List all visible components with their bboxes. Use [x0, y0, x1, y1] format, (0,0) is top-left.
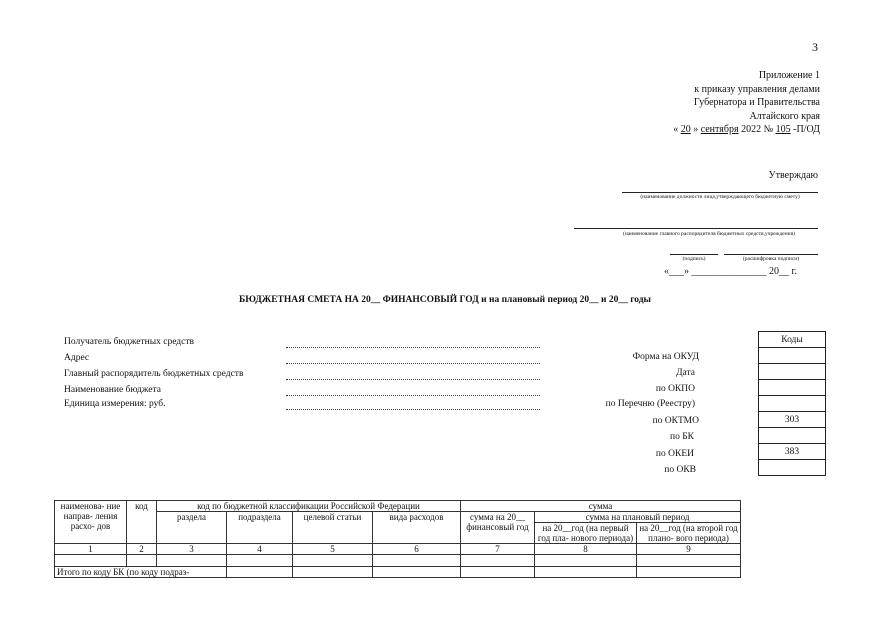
order-reference: « 20 » сентября 2022 № 105 -П/ОД [673, 124, 820, 136]
table-row [55, 555, 741, 567]
column-number: 7 [461, 544, 535, 555]
column-number-row [55, 544, 741, 555]
code-cell [759, 396, 825, 412]
codes-header: Коды [759, 332, 825, 348]
column-number: 9 [637, 544, 741, 555]
code-label: по ОКВ [664, 465, 696, 475]
codes-box [758, 331, 826, 476]
header-cell: раздела [157, 512, 227, 544]
total-row-label: Итого по коду БК (по коду подраз- [55, 567, 227, 578]
order-number: 105 [775, 124, 791, 136]
document-title: БЮДЖЕТНАЯ СМЕТА НА 20__ ФИНАНСОВЫЙ ГОД и на плановый период 20__ и 20__ годы [239, 295, 651, 305]
table-row [55, 567, 741, 578]
table-header-row [55, 512, 741, 523]
header-cell: сумма на плановый период [535, 512, 741, 523]
code-label: по Перечню (Реестру) [605, 399, 695, 409]
header-cell: наименова- ние направ- ления расхо- дов [55, 501, 127, 544]
column-number: 5 [293, 544, 373, 555]
signature-caption: (подпись) [682, 256, 706, 262]
header-cell: код по бюджетной классификации Российской Федерации [157, 501, 461, 512]
decode-caption: (расшифровка подписи) [742, 256, 800, 262]
code-label: Дата [676, 368, 695, 378]
code-label: по ОКПО [655, 384, 695, 394]
order-day: 20 [680, 124, 691, 136]
code-cell [759, 428, 825, 444]
code-label: Форма на ОКУД [632, 352, 699, 362]
field-label: Наименование бюджета [64, 385, 161, 395]
order-month: сентября [700, 124, 739, 136]
code-label: по БК [669, 432, 694, 442]
code-cell-okei: 383 [759, 444, 825, 460]
appendix-line: Алтайского края [749, 110, 820, 122]
header-cell: код [127, 501, 157, 544]
appendix-line: Приложение 1 [758, 70, 820, 81]
column-number: 4 [227, 544, 293, 555]
code-cell [759, 380, 825, 396]
signature-line [724, 254, 818, 255]
budget-table [54, 500, 741, 578]
column-number: 3 [157, 544, 227, 555]
code-cell-oktmo: 303 [759, 412, 825, 428]
fill-line [286, 363, 540, 364]
position-caption: (наименование должности лица,утверждающего бюджетную смету) [640, 194, 800, 200]
column-number: 1 [55, 544, 127, 555]
appendix-block [673, 69, 820, 137]
header-cell: сумма на 20__ финансовый год [461, 512, 535, 544]
signature-line [622, 192, 818, 193]
signature-line [670, 254, 718, 255]
appendix-line: Губернатора и Правительства [693, 97, 820, 109]
approval-date: «___» _______________ 20__ г. [664, 266, 797, 277]
header-cell: на 20__год (на второй год плано- вого периода) [637, 523, 741, 544]
code-cell [759, 348, 825, 364]
header-cell: целевой статьи [293, 512, 373, 544]
field-label: Единица измерения: руб. [64, 399, 166, 409]
code-label: по ОКТМО [652, 416, 699, 426]
signature-line [574, 228, 818, 229]
page-number: 3 [812, 40, 818, 54]
organization-caption: (наименование главного распорядителя бюджетных средств,учреждения) [623, 231, 795, 237]
fill-line [286, 379, 540, 380]
code-label: по ОКЕИ [655, 449, 694, 459]
field-label: Получатель бюджетных средств [64, 337, 194, 347]
header-cell: сумма [461, 501, 741, 512]
column-number: 6 [373, 544, 461, 555]
code-cell [759, 364, 825, 380]
code-cell [759, 460, 825, 476]
table-header-row [55, 501, 741, 512]
header-cell: вида расходов [373, 512, 461, 544]
field-label: Адрес [64, 353, 90, 363]
appendix-line: к приказу управления делами [694, 83, 820, 95]
field-label: Главный распорядитель бюджетных средств [64, 369, 244, 379]
approve-heading: Утверждаю [768, 170, 818, 181]
column-number: 2 [127, 544, 157, 555]
fill-line [286, 347, 540, 348]
column-number: 8 [535, 544, 637, 555]
header-cell: на 20__год (на первый год пла- нового периода) [535, 523, 637, 544]
fill-line [286, 409, 540, 410]
fill-line [286, 395, 540, 396]
header-cell: подраздела [227, 512, 293, 544]
